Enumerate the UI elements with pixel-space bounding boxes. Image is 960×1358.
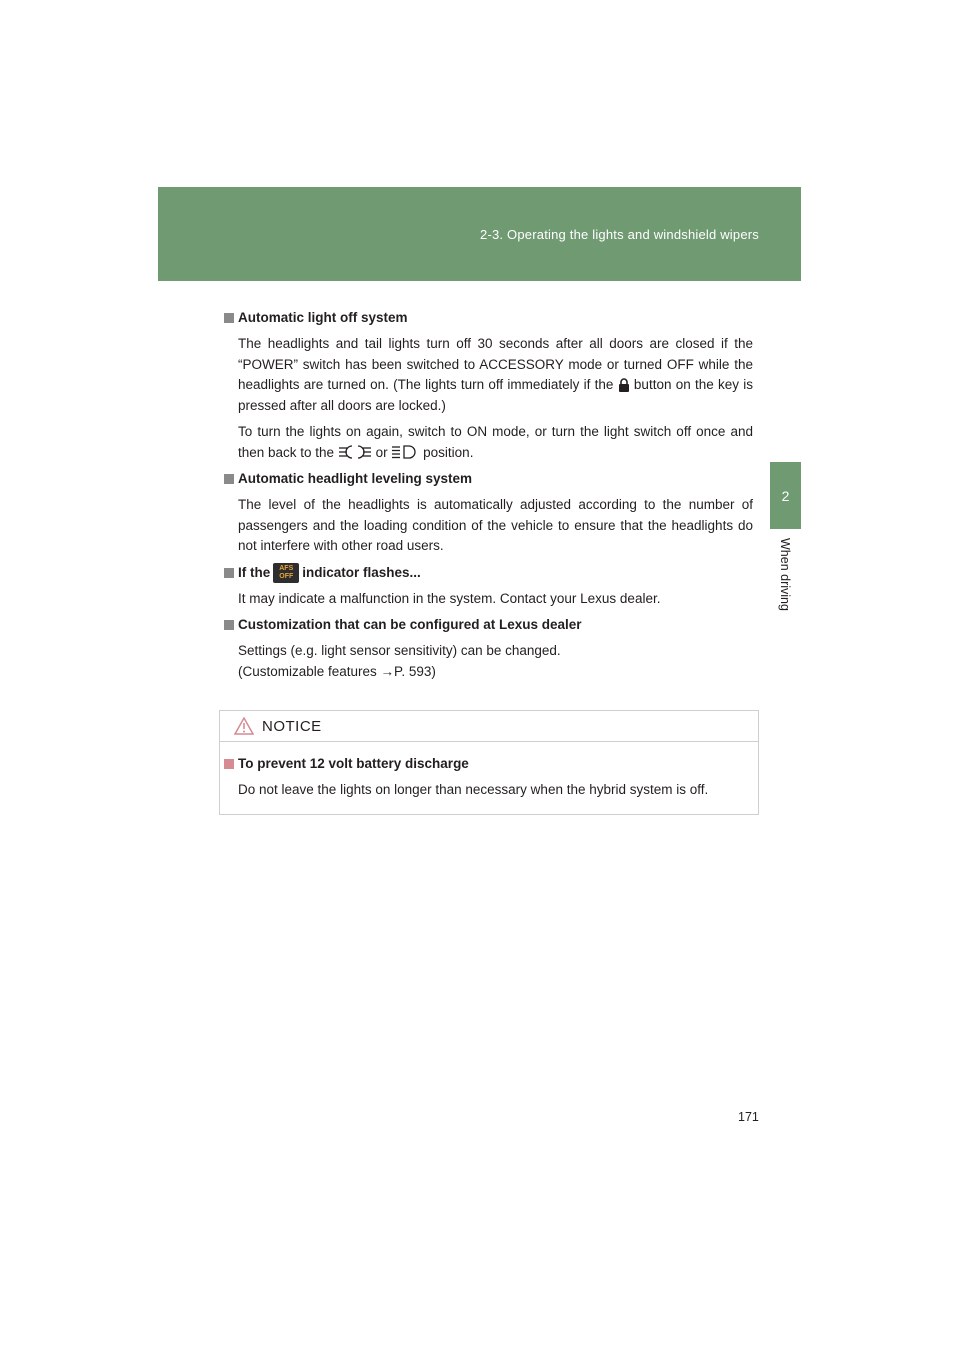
notice-heading: To prevent 12 volt battery discharge xyxy=(224,754,758,774)
notice-text: Do not leave the lights on longer than necessary when the hybrid system is off. xyxy=(238,782,709,797)
warning-triangle-icon xyxy=(234,717,254,735)
tail-light-icon xyxy=(338,444,372,460)
chapter-label: When driving xyxy=(778,538,792,611)
page-number: 171 xyxy=(738,1110,759,1124)
paragraph: The level of the headlights is automatically adjusted according to the number of passengers and the loading condition of the vehicle to ensure that the headlights do not interfere with other road users. xyxy=(238,497,753,553)
section-heading: Customization that can be configured at Lexus dealer xyxy=(224,615,753,635)
paragraph: To turn the lights on again, switch to ON mode, or turn the light switch off once and then back to the or position. xyxy=(238,424,753,460)
section-heading: If the AFS OFF indicator flashes... xyxy=(224,563,753,583)
notice-box xyxy=(219,710,759,815)
notice-body xyxy=(220,742,758,801)
afs-off-indicator-icon: AFS OFF xyxy=(273,563,299,583)
section-heading: Automatic light off system xyxy=(224,308,753,328)
square-bullet-icon xyxy=(224,474,234,484)
square-bullet-icon xyxy=(224,759,234,769)
square-bullet-icon xyxy=(224,620,234,630)
square-bullet-icon xyxy=(224,313,234,323)
notice-title: NOTICE xyxy=(262,717,322,735)
header-bar xyxy=(158,187,801,281)
chapter-tab: 2 xyxy=(770,462,801,529)
lock-icon xyxy=(618,378,630,392)
content xyxy=(224,308,753,688)
paragraph: The headlights and tail lights turn off 30 seconds after all doors are closed if the “POWER” switch has been switched to ACCESSORY mode or turned OFF while the headlights are turned on. (The lights turn off immediately if the button on the key is pressed after all doors are locked.) xyxy=(238,336,753,413)
paragraph: (Customizable features →P. 593) xyxy=(238,663,436,679)
square-bullet-icon xyxy=(224,568,234,578)
section-title: 2-3. Operating the lights and windshield wipers xyxy=(480,227,759,242)
paragraph: It may indicate a malfunction in the system. Contact your Lexus dealer. xyxy=(238,590,661,606)
headlight-icon xyxy=(391,444,419,460)
paragraph: Settings (e.g. light sensor sensitivity) can be changed. xyxy=(238,643,561,658)
section-heading: Automatic headlight leveling system xyxy=(224,469,753,489)
notice-header xyxy=(220,711,758,742)
